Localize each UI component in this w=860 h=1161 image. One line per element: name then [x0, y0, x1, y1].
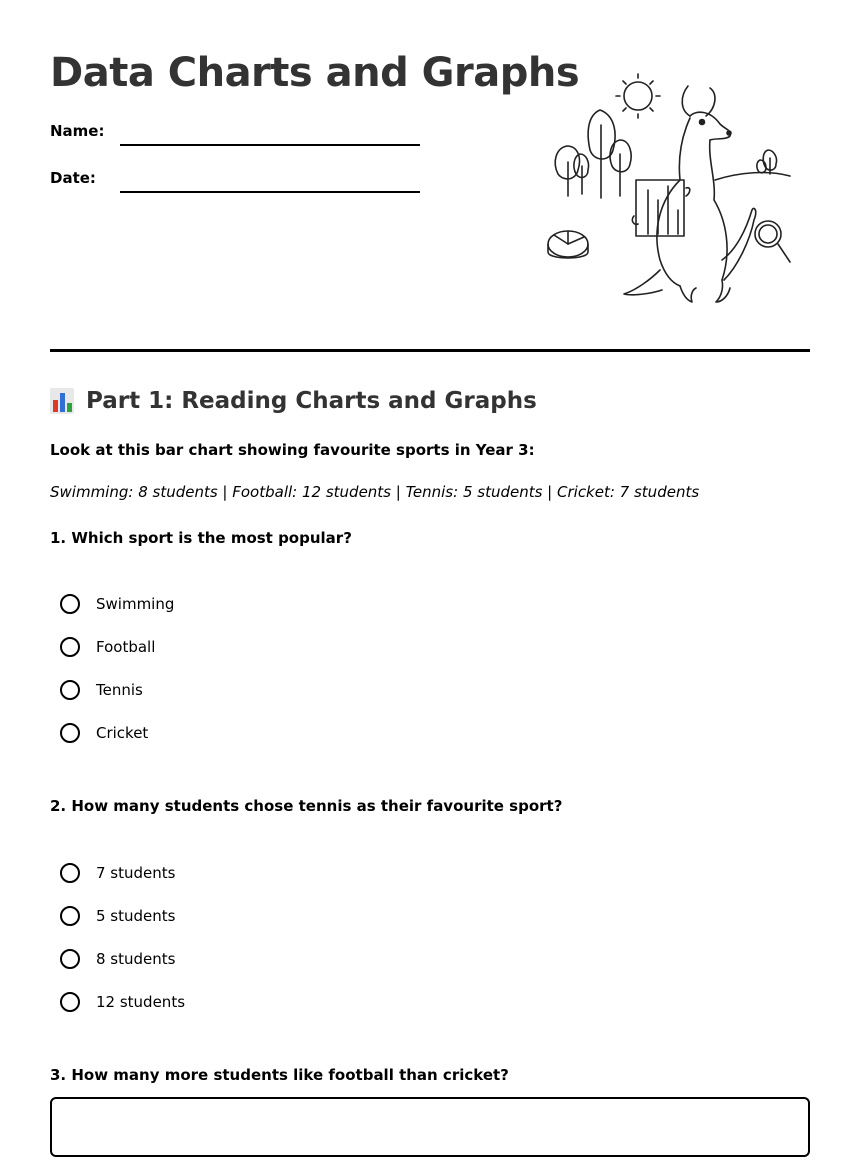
- radio-button[interactable]: [60, 594, 80, 614]
- part1-heading: [50, 388, 537, 414]
- radio-button[interactable]: [60, 863, 80, 883]
- option-label: 5 students: [96, 907, 176, 925]
- radio-button[interactable]: [60, 723, 80, 743]
- option-label: 12 students: [96, 993, 186, 1011]
- radio-button[interactable]: [60, 906, 80, 926]
- kangaroo-illustration: [540, 70, 800, 310]
- radio-button[interactable]: [60, 680, 80, 700]
- q1-option-4[interactable]: [60, 723, 148, 743]
- name-line[interactable]: [120, 144, 420, 146]
- q2-option-3[interactable]: [60, 949, 175, 969]
- part1-heading-text: Part 1: Reading Charts and Graphs: [86, 388, 537, 414]
- date-field: [50, 169, 96, 187]
- date-line[interactable]: [120, 191, 420, 193]
- option-label: Football: [96, 638, 156, 656]
- option-label: 7 students: [96, 864, 176, 882]
- question-3: 3. How many more students like football than cricket?: [50, 1066, 509, 1084]
- question-2: 2. How many students chose tennis as their favourite sport?: [50, 797, 563, 815]
- chart-data-line: Swimming: 8 students | Football: 12 students | Tennis: 5 students | Cricket: 7 students: [50, 483, 700, 501]
- q1-option-3[interactable]: [60, 680, 143, 700]
- option-label: Tennis: [96, 681, 143, 699]
- bar-chart-icon: [50, 388, 74, 414]
- question-1: 1. Which sport is the most popular?: [50, 529, 352, 547]
- q2-option-4[interactable]: [60, 992, 185, 1012]
- option-label: 8 students: [96, 950, 176, 968]
- q1-option-1[interactable]: [60, 594, 174, 614]
- worksheet-title: Data Charts and Graphs: [50, 50, 580, 96]
- q2-option-1[interactable]: [60, 863, 175, 883]
- q1-option-2[interactable]: [60, 637, 155, 657]
- section-divider: [50, 349, 810, 352]
- name-field: [50, 122, 104, 140]
- radio-button[interactable]: [60, 992, 80, 1012]
- radio-button[interactable]: [60, 637, 80, 657]
- chart-intro: Look at this bar chart showing favourite sports in Year 3:: [50, 441, 535, 459]
- q2-option-2[interactable]: [60, 906, 175, 926]
- date-label: Date:: [50, 169, 96, 187]
- name-label: Name:: [50, 122, 105, 140]
- radio-button[interactable]: [60, 949, 80, 969]
- q3-answer-box[interactable]: [50, 1097, 810, 1157]
- option-label: Swimming: [96, 595, 175, 613]
- option-label: Cricket: [96, 724, 149, 742]
